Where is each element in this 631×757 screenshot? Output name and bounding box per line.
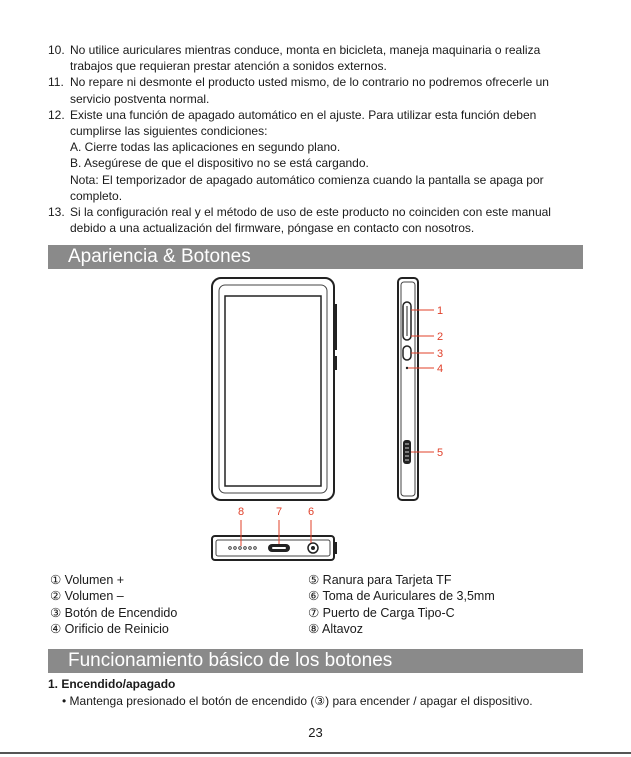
note-number: 13. — [48, 205, 65, 220]
note-line: cumplirse las siguientes condiciones: — [70, 124, 268, 139]
legend-right — [308, 572, 495, 637]
note-line: A. Cierre todas las aplicaciones en segundo plano. — [70, 140, 341, 155]
device-front-view — [212, 278, 337, 500]
note-number: 12. — [48, 107, 65, 122]
note-line: No repare ni desmonte el producto usted mismo, de lo contrario no podremos ofrecerle un — [70, 75, 549, 90]
callout-4: 4 — [437, 363, 444, 375]
section-title-appearance: Apariencia & Botones — [48, 245, 583, 269]
legend-item: ⑦ Puerto de Carga Tipo-C — [308, 605, 455, 620]
legend-item: ④ Orificio de Reinicio — [50, 621, 169, 636]
callout-2: 2 — [437, 331, 444, 343]
callout-5: 5 — [437, 447, 444, 459]
legend-item: ⑧ Altavoz — [308, 621, 363, 636]
device-bottom-view — [212, 536, 337, 560]
note-number: 11. — [48, 75, 64, 90]
note-item — [48, 42, 593, 74]
note-line: Existe una función de apagado automático en el ajuste. Para utilizar esta función deben — [70, 107, 537, 122]
note-item — [48, 107, 593, 204]
note-line: Si la configuración real y el método de uso de este producto no coinciden con este manual — [70, 205, 551, 220]
callout-1: 1 — [437, 305, 444, 317]
note-line: completo. — [70, 188, 123, 203]
legend-item: ⑥ Toma de Auriculares de 3,5mm — [308, 589, 495, 604]
device-side-view — [398, 278, 418, 500]
bottom-divider — [0, 752, 631, 754]
note-number: 10. — [48, 43, 65, 57]
callout-8: 8 — [238, 506, 245, 518]
note-line: B. Asegúrese de que el dispositivo no se está cargando. — [70, 156, 369, 171]
note-line: No utilice auriculares mientras conduce, monta en bicicleta, maneja maquinaria o realiza — [70, 43, 541, 57]
device-diagram — [0, 270, 631, 570]
legend-item: ⑤ Ranura para Tarjeta TF — [308, 573, 452, 587]
legend-item: ② Volumen – — [50, 589, 124, 604]
section-title-button-operation: Funcionamiento básico de los botones — [48, 649, 583, 673]
callout-6: 6 — [308, 506, 315, 518]
legend-item: ① Volumen + — [50, 573, 125, 587]
legend-item: ③ Botón de Encendido — [50, 605, 178, 620]
note-line: debido a una actualización del firmware, póngase en contacto con nosotros. — [70, 221, 475, 236]
bullet-power-instruction: • Mantenga presionado el botón de encendido (③) para encender / apagar el dispositivo. — [62, 694, 533, 708]
note-line: servicio postventa normal. — [70, 91, 210, 106]
note-line: trabajos que requieran prestar atención a sonidos externos. — [70, 59, 387, 74]
note-item — [48, 74, 593, 106]
legend-left — [50, 572, 177, 637]
subheading-power: 1. Encendido/apagado — [48, 677, 176, 691]
page-number: 23 — [308, 725, 323, 740]
note-item — [48, 204, 593, 236]
safety-notes-list — [48, 42, 593, 236]
callout-7: 7 — [276, 506, 283, 518]
callout-3: 3 — [437, 348, 444, 360]
note-line: Nota: El temporizador de apagado automático comienza cuando la pantalla se apaga por — [70, 172, 544, 187]
